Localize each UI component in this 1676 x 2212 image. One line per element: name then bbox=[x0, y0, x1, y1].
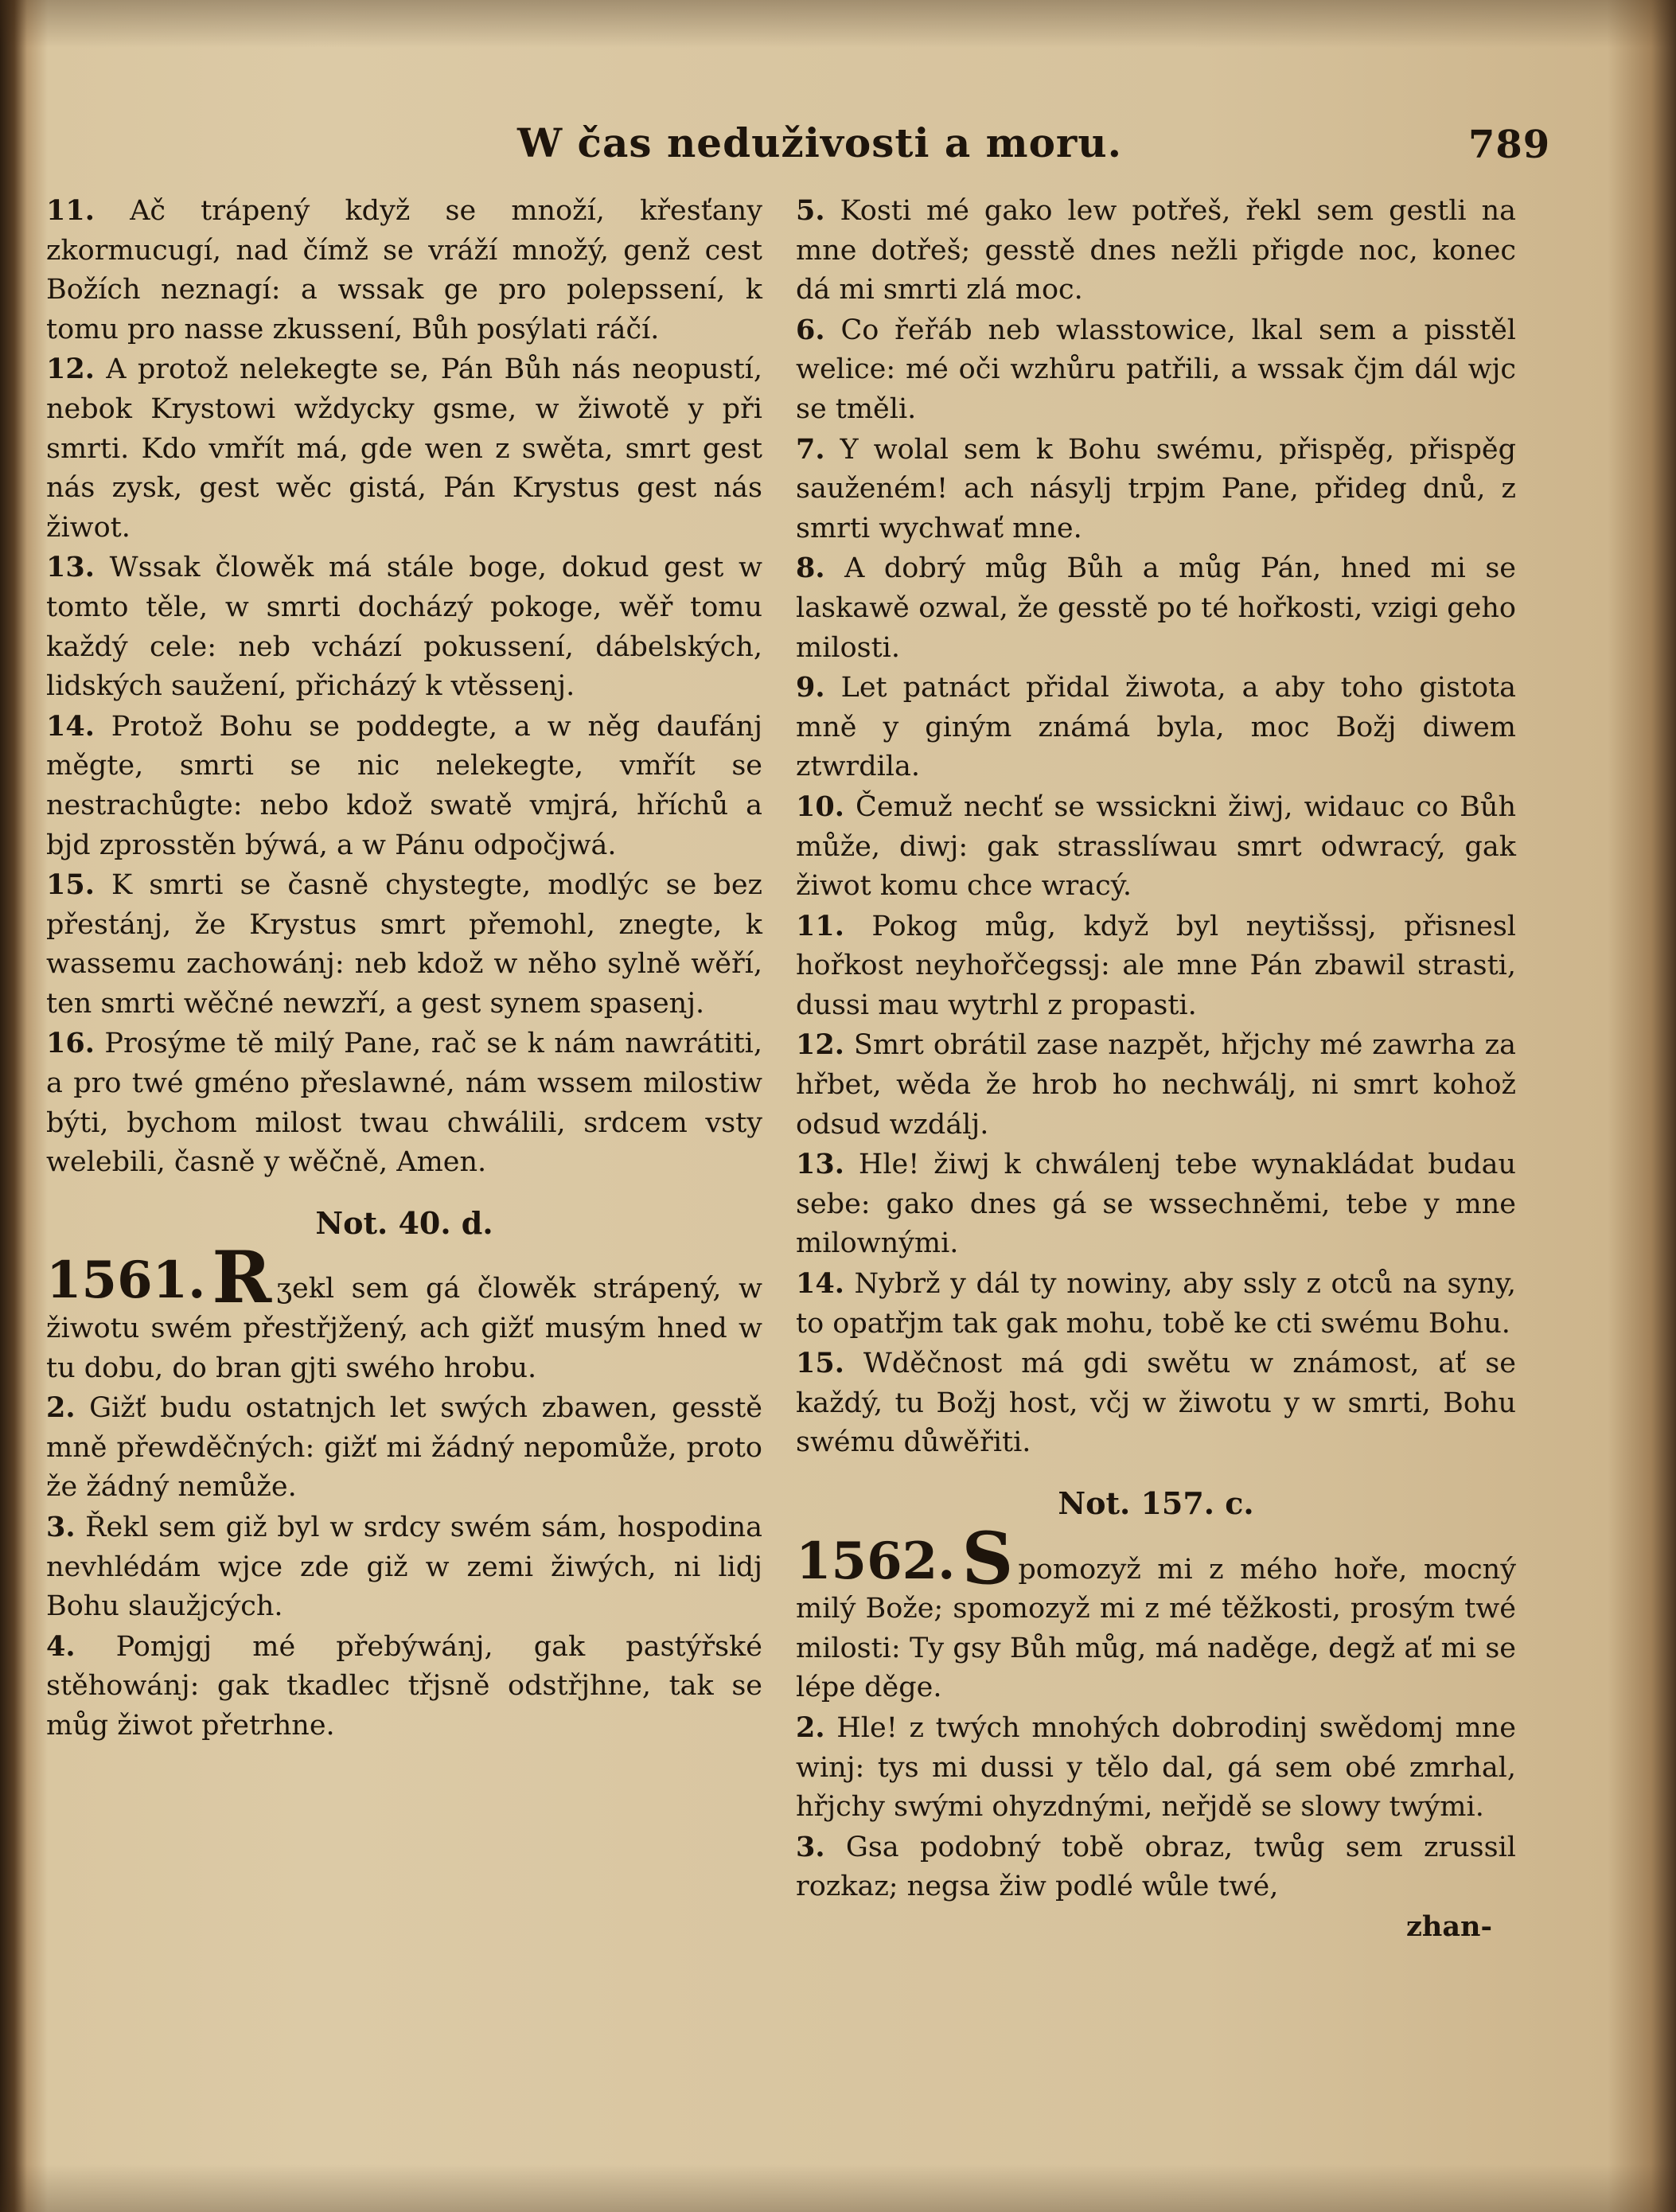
hymn-first-verse-text: pomozyž mi z mého hoře, mocný milý Bože; spomozyž mi z mé těžkosti, prosým twé milosti: Ty gsy Bůh můg, má naděge, degž ať mi se lépe děge. bbox=[796, 1553, 1516, 1704]
verse bbox=[796, 1264, 1516, 1344]
verse-number: 5. bbox=[796, 194, 825, 227]
verse-number: 2. bbox=[46, 1391, 76, 1425]
verse-text: Wssak člowěk má stále boge, dokud gest w tomto těle, w smrti docházý pokoge, wěř tomu každý cele: neb vchází pokussení, dábelských, lidských saužení, přicházý k vtěssenj. bbox=[46, 552, 762, 703]
verse-text: Pokog můg, když byl neytišssj, přisnesl hořkost neyhořčegssj: ale mne Pán zbawil strasti, dussi mau wytrhl z propasti. bbox=[796, 910, 1516, 1021]
verse-text: Nybrž y dál ty nowiny, aby ssly z otců na syny, to opatřjm tak gak mohu, tobě ke cti swému Bohu. bbox=[796, 1268, 1516, 1340]
verse bbox=[46, 1508, 762, 1627]
verse bbox=[46, 865, 762, 1024]
verse bbox=[796, 191, 1516, 310]
page-number: 789 bbox=[1468, 123, 1551, 167]
verse-number: 14. bbox=[796, 1267, 844, 1301]
verse-text: Co řeřáb neb wlasstowice, lkal sem a pisstěl welice: mé oči wzhůru patřili, a wssak čjm dál wjc se tměli. bbox=[796, 314, 1516, 425]
hymn-first-verse bbox=[46, 1235, 762, 1388]
verse-text: Let patnáct přidal žiwota, a aby toho gistota mně y giným známá byla, moc Božj diwem ztwrdila. bbox=[796, 672, 1516, 783]
verse-text: A protož nelekegte se, Pán Bůh nás neopustí, nebok Krystowi wždycky gsme, w žiwotě y při smrti. Kdo vmřít má, gde wen z swěta, smrt gest nás zysk, gest wěc gistá, Pán Krystus gest nás žiwot. bbox=[46, 353, 762, 544]
running-header bbox=[517, 119, 1552, 183]
verse bbox=[46, 349, 762, 548]
verse-text: Gižť budu ostatnjch let swých zbawen, gesstě mně přewděčných: gižť mi žádný nepomůže, proto že žádný nemůže. bbox=[46, 1392, 762, 1504]
verse-number: 9. bbox=[796, 671, 825, 704]
verse-text: Kosti mé gako lew potřeš, řekl sem gestli na mne dotřeš; gesstě dnes nežli přigde noc, konec dá mi smrti zlá moc. bbox=[796, 195, 1516, 306]
verse-number: 3. bbox=[46, 1511, 76, 1543]
verse bbox=[796, 668, 1516, 787]
verse-number: 7. bbox=[796, 432, 825, 466]
verse bbox=[796, 430, 1516, 549]
verse bbox=[796, 1344, 1516, 1463]
verse bbox=[796, 1145, 1516, 1264]
verse-number: 4. bbox=[46, 1629, 76, 1663]
verse bbox=[46, 1024, 762, 1182]
verse-number: 12. bbox=[46, 353, 95, 386]
verse bbox=[796, 907, 1516, 1026]
verse-text: A dobrý můg Bůh a můg Pán, hned mi se laskawě ozwal, že gesstě po té hořkosti, vzigi geho milosti. bbox=[796, 552, 1516, 664]
verse bbox=[796, 1828, 1516, 1907]
verse-number: 12. bbox=[796, 1028, 844, 1062]
verse bbox=[796, 787, 1516, 907]
verse bbox=[46, 707, 762, 865]
verse-number: 13. bbox=[46, 551, 95, 584]
drop-capital: S bbox=[961, 1516, 1014, 1601]
verse-text: Smrt obrátil zase nazpět, hřjchy mé zawrha za hřbet, wěda že hrob ho nechwálj, ni smrt kohož odsud wzdálj. bbox=[796, 1029, 1516, 1141]
verse-text: Hle! žiwj k chwálenj tebe wynakládat budau sebe: gako dnes gá se wssechněmi, tebe y mne milownými. bbox=[796, 1149, 1516, 1260]
verse-number: 8. bbox=[796, 552, 825, 585]
running-title: W čas neduživosti a moru. bbox=[517, 119, 1123, 166]
page-shadow-top bbox=[0, 0, 1676, 48]
left-column bbox=[46, 191, 762, 1746]
verse-number: 6. bbox=[796, 313, 825, 346]
verse-number: 15. bbox=[46, 868, 95, 902]
verse-text: K smrti se časně chystegte, modlýc se bez přestánj, že Krystus smrt přemohl, znegte, k wassemu zachowánj: neb kdož w něho sylně wěří, ten smrti wěčné newzří, a gest synem spasenj. bbox=[46, 869, 762, 1020]
hymn bbox=[46, 1235, 762, 1746]
verse-text: Pomjgj mé přebýwánj, gak pastýřské stěhowánj: gak tkadlec třjsně odstřjhne, tak se můg žiwot přetrhne. bbox=[46, 1630, 762, 1742]
verse-text: Wděčnost má gdi swětu w známost, ať se každý, tu Božj host, včj w žiwotu y w smrti, Bohu swému důwěřiti. bbox=[796, 1348, 1516, 1459]
verse-number: 14. bbox=[46, 709, 95, 743]
verse-text: Ač trápený když se množí, křesťany zkormucugí, nad čímž se vráží množý, genž cest Božích neznagí: a wssak ge pro polepssení, k tomu pro nasse zkussení, Bůh posýlati ráčí. bbox=[46, 195, 762, 345]
verse-text: Čemuž nechť se wssickni žiwj, widauc co Bůh může, diwj: gak strasslíwau smrt odwracý, gak žiwot komu chce wracý. bbox=[796, 790, 1516, 903]
hymn bbox=[796, 1516, 1516, 1907]
verse-text: Hle! z twých mnohých dobrodinj swědomj mne winj: tys mi dussi y tělo dal, gá sem obé zmrhal, hřjchy swými ohyzdnými, neřjdě se slowy twými. bbox=[796, 1711, 1516, 1824]
verse-number: 11. bbox=[46, 194, 95, 227]
verse bbox=[46, 1388, 762, 1508]
verse-number: 15. bbox=[796, 1347, 844, 1380]
verse-text: Gsa podobný tobě obraz, twůg sem zrussil rozkaz; negsa žiw podlé wůle twé, bbox=[796, 1831, 1516, 1903]
verse-number: 11. bbox=[796, 909, 844, 942]
verse bbox=[796, 310, 1516, 430]
verse bbox=[796, 1025, 1516, 1145]
hymn-number: 1562. bbox=[796, 1531, 956, 1591]
verse-number: 10. bbox=[796, 790, 844, 823]
melody-reference: Not. 40. d. bbox=[315, 1204, 493, 1241]
verse-number: 3. bbox=[796, 1830, 825, 1863]
melody-reference: Not. 157. c. bbox=[1058, 1485, 1254, 1521]
drop-capital: R bbox=[212, 1235, 272, 1321]
hymn-first-verse-text: ʒekl sem gá člowěk strápený, w žiwotu swém přestřjžený, ach gižť musým hned w tu dobu, do bran gjti swého hrobu. bbox=[46, 1273, 762, 1384]
verse bbox=[46, 548, 762, 706]
hymn-number: 1561. bbox=[46, 1250, 206, 1311]
verse-text: Řekl sem giž byl w srdcy swém sám, hospodina nevhlédám wjce zde giž w zemi žiwých, ni lidj Bohu slaužjcých. bbox=[46, 1512, 762, 1623]
hymn-first-verse bbox=[796, 1516, 1516, 1708]
verse bbox=[796, 548, 1516, 668]
verse-text: Protož Bohu se poddegte, a w něg daufánj měgte, smrti se nic nelekegte, vmřít se nestrachůgte: nebo kdož swatě vmjrá, hříchů a bjd zprosstěn býwá, a w Pánu odpočjwá. bbox=[46, 710, 762, 861]
verse bbox=[796, 1708, 1516, 1828]
catchword: zhan- bbox=[1406, 1910, 1492, 1943]
page-shadow-bottom bbox=[0, 2164, 1676, 2212]
verse-number: 2. bbox=[796, 1711, 825, 1744]
verse bbox=[46, 1627, 762, 1746]
verse bbox=[46, 191, 762, 349]
right-column bbox=[796, 191, 1516, 1947]
verse-text: Y wolal sem k Bohu swému, přispěg, přispěg sauženém! ach násylj trpjm Pane, přideg dnů, z smrti wychwať mne. bbox=[796, 433, 1516, 544]
verse-text: Prosýme tě milý Pane, rač se k nám nawrátiti, a pro twé gméno přeslawné, nám wssem milostiw býti, bychom milost twau chwálili, srdcem vsty welebili, časně y wěčně, Amen. bbox=[46, 1028, 762, 1179]
verse-number: 13. bbox=[796, 1148, 844, 1181]
verse-number: 16. bbox=[46, 1027, 95, 1060]
